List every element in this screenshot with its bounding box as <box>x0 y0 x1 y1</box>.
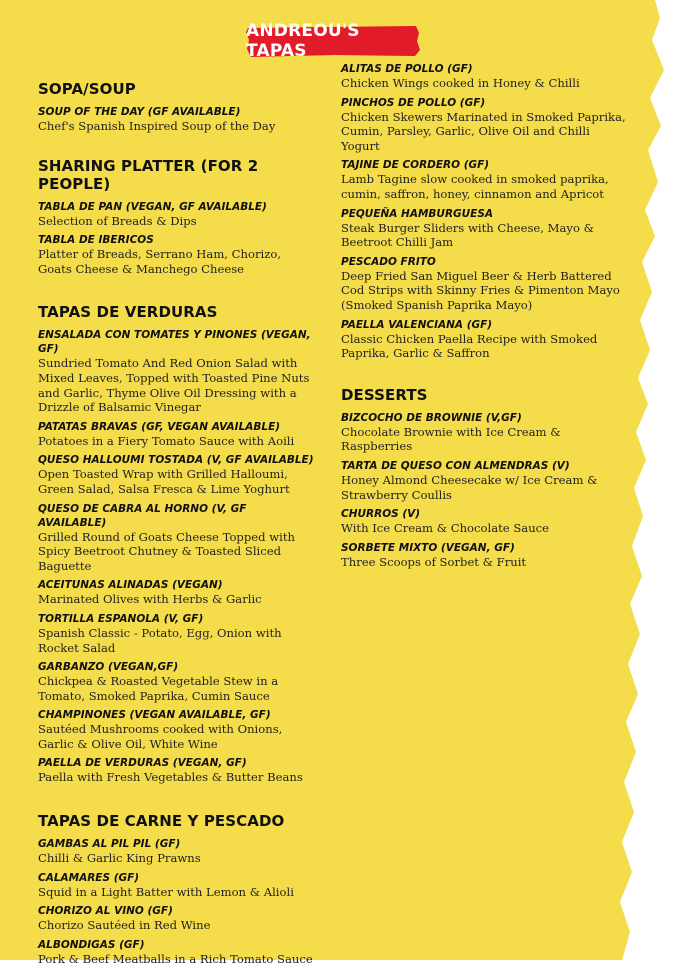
menu-section <box>341 62 626 361</box>
menu-item-description: Sundried Tomato And Red Onion Salad with Mixed Leaves, Topped with Toasted Pine Nuts and Garlic, Thyme Olive Oil Dressing with a Drizzle of Balsamic Vinegar <box>38 356 310 415</box>
menu-item-name: GAMBAS AL PIL PIL (GF) <box>38 838 181 851</box>
menu-item <box>38 233 318 276</box>
section-spacer <box>38 790 318 812</box>
menu-item-name: CHORIZO AL VINO (GF) <box>38 905 173 918</box>
section-title: SOPA/SOUP <box>38 80 136 98</box>
menu-item-name: ACEITUNAS ALINADAS (VEGAN) <box>38 579 223 592</box>
menu-item <box>38 420 318 449</box>
menu-item-name: GARBANZO (VEGAN,GF) <box>38 661 179 674</box>
menu-item <box>38 612 318 655</box>
menu-item-description: Steak Burger Sliders with Cheese, Mayo & Beetroot Chilli Jam <box>341 220 594 250</box>
menu-item-name: CALAMARES (GF) <box>38 871 140 884</box>
menu-item <box>341 96 626 154</box>
menu-title: ANDREOU'S TAPAS <box>246 21 360 61</box>
left-column <box>38 80 318 971</box>
menu-item-name: PAELLA DE VERDURAS (VEGAN, GF) <box>38 757 247 770</box>
menu-item-description: Chickpea & Roasted Vegetable Stew in a Tomato, Smoked Paprika, Cumin Sauce <box>38 674 279 703</box>
menu-item-name: SOUP OF THE DAY (GF AVAILABLE) <box>38 106 241 118</box>
menu-item <box>38 837 318 866</box>
menu-section <box>38 157 318 277</box>
menu-item-description: Open Toasted Wrap with Grilled Halloumi, Green Salad, Salsa Fresca & Lime Yoghurt <box>38 467 290 496</box>
menu-item-name: TORTILLA ESPANOLA (V, GF) <box>38 612 204 625</box>
menu-item-description: Paella with Fresh Vegetables & Butter Beans <box>38 770 303 785</box>
menu-item-description: Chorizo Sautéed in Red Wine <box>38 918 211 933</box>
menu-item <box>38 328 318 414</box>
menu-item-description: Squid in a Light Batter with Lemon & Alioli <box>38 884 294 899</box>
menu-item-name: QUESO DE CABRA AL HORNO (V, GF AVAILABLE) <box>38 502 247 529</box>
menu-item-description: Grilled Round of Goats Cheese Topped with Spicy Beetroot Chutney & Toasted Sliced Baguette <box>38 529 295 573</box>
section-title: SHARING PLATTER (FOR 2 PEOPLE) <box>38 156 259 193</box>
menu-item <box>341 158 626 201</box>
menu-item-name: SORBETE MIXTO (VEGAN, GF) <box>341 541 515 554</box>
menu-item-description: Chilli & Garlic King Prawns <box>38 851 201 866</box>
menu-item <box>341 318 626 361</box>
section-title: TAPAS DE VERDURAS <box>38 303 218 322</box>
menu-item-name: PAELLA VALENCIANA (GF) <box>341 318 493 331</box>
menu-section <box>38 80 318 134</box>
menu-item <box>38 708 318 751</box>
menu-item <box>38 200 318 229</box>
menu-item-description: Chicken Wings cooked in Honey & Chilli <box>341 76 580 90</box>
menu-item-description: With Ice Cream & Chocolate Sauce <box>341 521 550 536</box>
menu-item <box>341 411 626 454</box>
menu-item-description: Chocolate Brownie with Ice Cream & Raspberries <box>341 424 561 454</box>
menu-item-name: PEQUEÑA HAMBURGUESA <box>341 207 494 220</box>
menu-item-description: Sautéed Mushrooms cooked with Onions, Garlic & Olive Oil, White Wine <box>38 722 283 751</box>
section-spacer <box>341 366 626 386</box>
menu-item <box>38 904 318 933</box>
menu-item <box>38 756 318 785</box>
menu-section <box>38 303 318 785</box>
section-spacer <box>38 139 318 157</box>
menu-item-description: Deep Fried San Miguel Beer & Herb Battered Cod Strips with Skinny Fries & Pimenton Mayo (Smoked Spanish Paprika Mayo) <box>341 268 620 312</box>
menu-item-name: QUESO HALLOUMI TOSTADA (V, GF AVAILABLE) <box>38 454 314 467</box>
menu-item-name: TAJINE DE CORDERO (GF) <box>341 159 490 172</box>
menu-section <box>38 812 318 966</box>
menu-item-name: TARTA DE QUESO CON ALMENDRAS (V) <box>341 459 570 472</box>
menu-item-description: Spanish Classic - Potato, Egg, Onion with Rocket Salad <box>38 625 282 655</box>
menu-item <box>38 453 318 496</box>
menu-item-description: Chef's Spanish Inspired Soup of the Day <box>38 119 276 133</box>
menu-item <box>38 578 318 607</box>
menu-item-description: Classic Chicken Paella Recipe with Smoked Paprika, Garlic & Saffron <box>341 331 598 361</box>
menu-item <box>38 938 318 967</box>
right-column <box>341 62 626 574</box>
menu-item-name: TABLA DE PAN (VEGAN, GF AVAILABLE) <box>38 200 267 213</box>
menu-item-name: CHAMPINONES (VEGAN AVAILABLE, GF) <box>38 709 271 722</box>
menu-item-name: CHURROS (V) <box>341 508 421 521</box>
menu-item-name: PESCADO FRITO <box>341 255 436 268</box>
menu-item-description: Potatoes in a Fiery Tomato Sauce with Aoili <box>38 433 295 448</box>
title-banner <box>246 21 420 61</box>
menu-item-description: Selection of Breads & Dips <box>38 213 197 228</box>
menu-item <box>341 541 626 570</box>
section-title: DESSERTS <box>341 385 428 404</box>
menu-section <box>341 386 626 570</box>
menu-item <box>341 255 626 313</box>
menu-item <box>38 871 318 900</box>
menu-item-name: BIZCOCHO DE BROWNIE (V,GF) <box>341 411 522 424</box>
menu-item-name: ALITAS DE POLLO (GF) <box>341 63 473 75</box>
section-spacer <box>38 281 318 303</box>
menu-item <box>38 502 318 574</box>
menu-item-description: Chicken Skewers Marinated in Smoked Paprika, Cumin, Parsley, Garlic, Olive Oil and Chilli Yogurt <box>341 109 626 153</box>
menu-item-description: Honey Almond Cheesecake w/ Ice Cream & Strawberry Coullis <box>341 472 598 502</box>
menu-item <box>341 207 626 250</box>
section-title: TAPAS DE CARNE Y PESCADO <box>38 812 285 831</box>
menu-item <box>341 62 626 91</box>
menu-item-description: Lamb Tagine slow cooked in smoked paprika, cumin, saffron, honey, cinnamon and Apricot <box>341 172 609 201</box>
menu-item <box>341 507 626 536</box>
menu-item-description: Marinated Olives with Herbs & Garlic <box>38 592 262 607</box>
menu-item <box>341 459 626 502</box>
menu-item-name: PATATAS BRAVAS (GF, VEGAN AVAILABLE) <box>38 420 281 433</box>
menu-item-name: TABLA DE IBERICOS <box>38 234 154 247</box>
menu-item <box>38 660 318 703</box>
menu-item-name: ALBONDIGAS (GF) <box>38 938 145 951</box>
menu-item-description: Platter of Breads, Serrano Ham, Chorizo, Goats Cheese & Manchego Cheese <box>38 247 282 276</box>
menu-item-description: Pork & Beef Meatballs in a Rich Tomato Sauce <box>38 951 313 966</box>
menu-item <box>38 105 318 134</box>
menu-item-name: ENSALADA CON TOMATES Y PINONES (VEGAN, GF) <box>38 329 311 356</box>
menu-item-description: Three Scoops of Sorbet & Fruit <box>341 554 527 569</box>
menu-item-name: PINCHOS DE POLLO (GF) <box>341 96 486 109</box>
